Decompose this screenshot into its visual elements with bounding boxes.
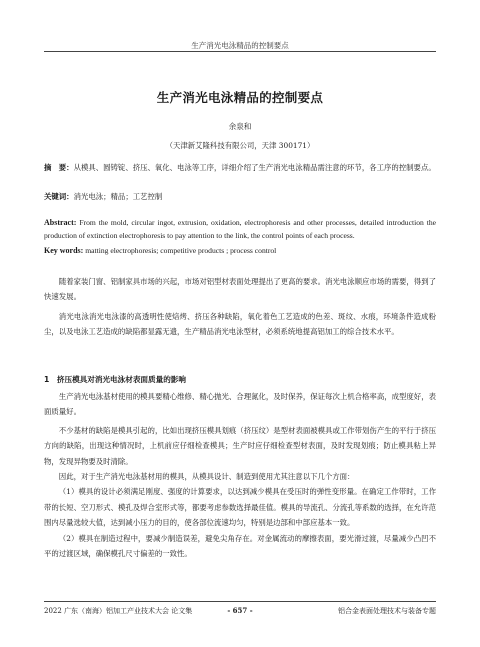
page-number: - 657 - xyxy=(227,606,253,615)
running-head: 生产消光电泳精品的控制要点 xyxy=(191,41,289,50)
section-heading: 1 挤压模具对消光电泳材表面质量的影响 xyxy=(44,375,186,384)
header-rule xyxy=(44,51,436,52)
footer-rule xyxy=(44,601,436,602)
keywords-en-label: Key words: xyxy=(44,246,84,255)
abstract-en-label: Abstract: xyxy=(44,218,77,227)
footer-topic: 铝合金表面处理技术与装备专题 xyxy=(338,607,436,615)
article-title: 生产消光电泳精品的控制要点 xyxy=(156,90,324,105)
abstract-cn-text: 从模具、圆铸锭、挤压、氧化、电泳等工序，详细介绍了生产消光电泳精品需注意的环节，各工序的控制要点。 xyxy=(73,163,436,172)
intro-body xyxy=(44,274,436,340)
keywords-cn-label: 关键词： xyxy=(44,192,74,201)
keywords-cn xyxy=(44,190,436,204)
author-name: 余泉和 xyxy=(228,122,252,131)
abstract-cn xyxy=(44,161,436,175)
section-body xyxy=(44,389,436,561)
section-paragraph: 不少基材的缺陷是模具引起的，比如出现挤压模具划痕（挤压纹）是型材表面被模具或工作带划伤产生的平行于挤压方向的缺陷，出现这种情况时，上机前应仔细检查模具；生产时应仔细检查型材表面，及时发现划痕；防止模具粘上异物，发现异物要及时清除。 xyxy=(44,425,436,466)
author-affiliation: （天津新艾隆科技有限公司，天津 300171） xyxy=(165,141,315,150)
abstract-en xyxy=(44,216,436,242)
abstract-en-text: From the mold, circular ingot, extrusion, oxidation, electrophoresis and other processes, detailed introduction the production of extinction electrophoresis to pay attention to the link, the control points of each process. xyxy=(44,218,436,240)
keywords-en-text: matting electrophoresis; competitive products ; process control xyxy=(85,246,277,255)
section-paragraph: （1）模具的设计必须满足刚度、强度的计算要求，以达到减少模具在受压时的弹性变形量。在确定工作带时，工作带的长短、空刀形式、模孔及焊合室形式等，都要考虑参数选择最佳值。模具的导流孔、分流孔等系数的选择，在允许范围内尽量选较大值，达到减小压力的目的，使各部位流速均匀，特别是边部和中部应基本一致。 xyxy=(44,487,436,528)
keywords-en xyxy=(44,244,436,257)
keywords-cn-text: 消光电泳；精品；工艺控制 xyxy=(73,192,163,201)
intro-paragraph: 随着家装门窗、铝制家具市场的兴起，市场对铝型材表面处理提出了更高的要求。消光电泳顺应市场的需要，得到了快速发展。 xyxy=(44,277,436,302)
abstract-cn-label: 摘 要： xyxy=(44,163,74,172)
section-paragraph: 因此，对于生产消光电泳基材用的模具，从模具设计、制造到使用尤其注意以下几个方面： xyxy=(58,472,355,482)
footer-proceedings: 2022 广东（南海）铝加工产业技术大会 论文集 xyxy=(44,607,193,615)
intro-paragraph: 消光电泳消光电泳漆的高透明性使焙烤、挤压各种缺陷，氧化着色工艺造成的色差、斑纹、水痕，环境条件造成粉尘，以及电泳工艺造成的缺陷都显露无遗，生产精品消光电泳型材，必须系统地提高铝加工的综合技术水平。 xyxy=(44,311,436,337)
section-paragraph: 生产消光电泳基材使用的模具要精心维修、精心抛光、合理氮化，及时保养，保证每次上机合格率高，成型度好，表面质量好。 xyxy=(44,392,436,417)
section-paragraph: （2）模具在制造过程中，要减少制造误差，避免尖角存在。对金属流动的摩擦表面，要光滑过渡，尽量减少凸凹不平的过渡区域，确保模孔尺寸偏差的一致性。 xyxy=(44,533,436,559)
